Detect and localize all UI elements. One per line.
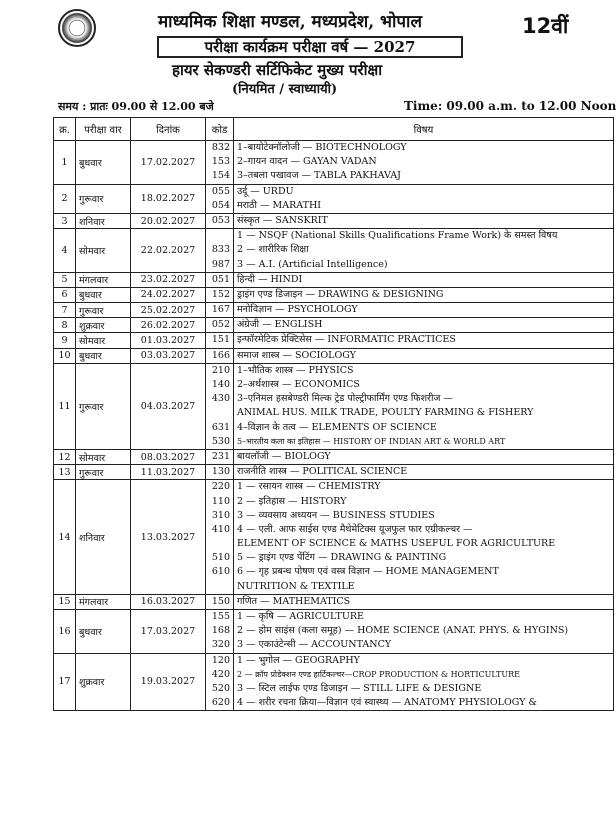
subject-list [234,318,614,333]
subject-list [234,287,614,302]
subject-codes [206,449,234,464]
exam-day: गुरूवार [76,303,131,318]
serial-number: 13 [54,465,76,480]
subject-code: 167 [211,304,230,316]
subject-line: 2 — शारीरिक शिक्षा [237,244,309,256]
subject-line: संस्कृत — SANSKRIT [237,214,328,226]
table-row [54,610,614,654]
time-english: Time: 09.00 a.m. to 12.00 Noon [404,99,616,113]
exam-date: 11.03.2027 [131,465,206,480]
subject-codes [206,287,234,302]
exam-date: 24.02.2027 [131,287,206,302]
serial-number: 2 [54,184,76,213]
table-row [54,141,614,185]
board-name: माध्यमिक शिक्षा मण्डल, मध्यप्रदेश, भोपाल [158,12,422,32]
subject-line: अंग्रेजी — ENGLISH [237,319,323,331]
serial-number: 9 [54,333,76,348]
table-row [54,272,614,287]
subject-line: 2 — इतिहास — HISTORY [237,495,347,507]
subject-code: 987 [211,258,230,270]
subject-list [234,610,614,654]
subject-line: मनोविज्ञान — PSYCHOLOGY [237,304,358,316]
subject-line: NUTRITION & TEXTILE [237,580,355,592]
serial-number: 10 [54,348,76,363]
serial-number: 14 [54,480,76,595]
subject-codes [206,348,234,363]
subject-code: 054 [211,199,230,211]
subject-codes [206,213,234,228]
subject-list [234,213,614,228]
exam-date: 25.02.2027 [131,303,206,318]
time-hindi: समय : प्रातः 09.00 से 12.00 बजे [58,100,214,113]
exam-day: गुरूवार [76,184,131,213]
exam-date: 04.03.2027 [131,363,206,449]
subject-list [234,594,614,609]
subject-line: 2–अर्थशास्त्र — ECONOMICS [237,379,360,390]
exam-date: 16.03.2027 [131,594,206,609]
subject-code: 430 [211,393,230,405]
subject-line: 5–भारतीय कला का इतिहास — HISTORY OF INDIAN ART & WORLD ART [237,436,506,446]
table-row [54,333,614,348]
subject-code: 151 [211,334,230,346]
serial-number: 17 [54,653,76,711]
subject-line: इन्फॉरमेटिक प्रेक्टिसेस — INFORMATIC PRACTICES [237,334,456,346]
subject-list [234,348,614,363]
subject-code [209,406,230,420]
subject-list [234,141,614,185]
subject-line: मराठी — MARATHI [237,199,322,211]
subject-codes [206,480,234,595]
subject-list [234,480,614,595]
table-row [54,213,614,228]
exam-day: बुधवार [76,141,131,185]
subject-code: 610 [211,566,230,578]
subject-codes [206,303,234,318]
subject-code [209,580,230,594]
subject-line: 2 — क्रॉप प्रोडेक्शन एण्ड हार्टिकल्चर—CROP PRODUCTION & HORTICULTURE [237,669,520,679]
subject-line: बायलॉजी — BIOLOGY [237,450,331,462]
table-row [54,653,614,711]
subject-code [209,537,230,551]
subject-code: 420 [211,668,230,680]
subject-code: 231 [211,450,230,462]
subject-code: 053 [211,214,230,226]
subject-codes [206,229,234,273]
subject-codes [206,610,234,654]
subject-list [234,363,614,449]
exam-date: 20.02.2027 [131,213,206,228]
exam-day: मंगलवार [76,594,131,609]
exam-type: (नियमित / स्वाध्यायी) [232,82,338,97]
exam-date: 17.02.2027 [131,141,206,185]
subject-line: 2 — होम साइंस (कला समूह) — HOME SCIENCE (ANAT. PHYS. & HYGINS) [237,625,569,637]
subject-list [234,449,614,464]
exam-date: 19.03.2027 [131,653,206,711]
subject-code: 530 [211,435,230,447]
subject-line: 1 — NSQF (National Skills Qualifications Frame Work) के समस्त विषय [237,230,558,242]
exam-name: हायर सेकण्डरी सर्टिफिकेट मुख्य परीक्षा [172,61,383,79]
subject-line: 3 — एकाउंटेन्सी — ACCOUNTANCY [237,639,392,651]
subject-codes [206,333,234,348]
column-header: दिनांक [131,118,206,141]
subject-line: राजनीति शास्त्र — POLITICAL SCIENCE [237,466,408,478]
subject-list [234,184,614,213]
serial-number: 6 [54,287,76,302]
table-row [54,318,614,333]
subject-code: 055 [211,185,230,197]
serial-number: 7 [54,303,76,318]
subject-list [234,333,614,348]
subject-codes [206,184,234,213]
subject-line: 4–विज्ञान के तत्व — ELEMENTS OF SCIENCE [237,421,437,433]
subject-line: 1 — रसायन शास्त्र — CHEMISTRY [237,481,381,493]
subject-list [234,303,614,318]
exam-day: गुरूवार [76,363,131,449]
exam-day: गुरूवार [76,465,131,480]
exam-day: सोमवार [76,229,131,273]
exam-day: शनिवार [76,213,131,228]
subject-line: ANIMAL HUS. MILK TRADE, POULTY FARMING & FISHERY [237,407,534,419]
subject-line: 3–तबला पखावज — TABLA PAKHAVAJ [237,170,401,182]
subject-line: हिन्दी — HINDI [237,273,303,285]
subject-line: 3 — व्यवसाय अध्ययन — BUSINESS STUDIES [237,509,435,521]
subject-list [234,272,614,287]
subject-code: 510 [211,552,230,564]
subject-line: 6 — गृह प्रबन्ध पोषण एवं वस्त्र विज्ञान — HOME MANAGEMENT [237,566,499,578]
subject-line: 5 — ड्राइंग एण्ड पेंटिंग — DRAWING & PAINTING [237,552,447,564]
subject-codes [206,272,234,287]
table-row [54,363,614,449]
exam-day: शुक्रवार [76,653,131,711]
exam-date: 08.03.2027 [131,449,206,464]
column-header: कोड [206,118,234,141]
subject-line: 3 — स्टिल लाईफ एण्ड डिजाइन — STILL LIFE & DESIGNE [237,682,482,694]
table-row [54,449,614,464]
serial-number: 15 [54,594,76,609]
exam-day: सोमवार [76,449,131,464]
subject-codes [206,141,234,185]
table-row [54,465,614,480]
subject-line: ELEMENT OF SCIENCE & MATHS USEFUL FOR AGRICULTURE [237,538,556,550]
subject-code: 520 [211,682,230,694]
exam-day: शनिवार [76,480,131,595]
subject-code: 110 [211,495,230,507]
subject-line: 4 — एली. आफ साईस एण्ड मैथेमेटिक्स यूजफुल फार एग्रीकल्चर — [237,523,473,535]
subject-codes [206,318,234,333]
subject-code: 210 [211,364,230,376]
serial-number: 12 [54,449,76,464]
subject-code: 154 [211,170,230,182]
subject-code: 152 [211,288,230,300]
subject-line: समाज शास्त्र — SOCIOLOGY [237,349,356,361]
subject-line: 1–बायोटेक्नॉलोजी — BIOTECHNOLOGY [237,142,407,153]
subject-code: 631 [211,421,230,433]
subject-line: गणित — MATHEMATICS [237,595,351,607]
serial-number: 4 [54,229,76,273]
subject-list [234,653,614,711]
exam-date: 22.02.2027 [131,229,206,273]
subject-line: उर्दू — URDU [237,185,294,197]
subject-code: 120 [211,654,230,666]
table-row [54,480,614,595]
subject-line: ड्राइंग एण्ड डिजाइन — DRAWING & DESIGNING [237,288,444,300]
exam-date: 17.03.2027 [131,610,206,654]
subject-code: 320 [211,639,230,651]
subject-line: 3–एनिमल हसबेण्डरी मिल्क ट्रेड पोल्ट्रीफार्मिंग एण्ड फिशरीज — [237,393,453,405]
column-header: विषय [234,118,614,141]
table-row [54,184,614,213]
exam-date: 26.02.2027 [131,318,206,333]
subject-code: 833 [211,244,230,256]
subject-code: 220 [211,481,230,493]
column-header: परीक्षा वार [76,118,131,141]
schedule-body [54,141,614,711]
subject-code: 150 [211,595,230,607]
exam-day: बुधवार [76,610,131,654]
subject-code: 168 [211,625,230,637]
subject-code: 832 [211,142,230,153]
exam-day: मंगलवार [76,272,131,287]
subject-line: 4 — शरीर रचना क्रिया—विज्ञान एवं स्वास्थ्य — ANATOMY PHYSIOLOGY & [237,697,537,709]
subject-list [234,465,614,480]
subject-list [234,229,614,273]
grade-label: 12वीं [522,14,569,38]
subject-code: 052 [211,319,230,331]
exam-date: 18.02.2027 [131,184,206,213]
exam-date: 03.03.2027 [131,348,206,363]
serial-number: 1 [54,141,76,185]
subject-line: 1–भौतिक शास्त्र — PHYSICS [237,364,354,376]
subject-line: 2–गायन वादन — GAYAN VADAN [237,156,377,168]
table-row [54,229,614,273]
table-row [54,303,614,318]
subject-code: 140 [211,379,230,390]
subject-code: 155 [211,611,230,622]
board-logo-icon [58,9,96,47]
subject-code: 051 [211,273,230,285]
serial-number: 11 [54,363,76,449]
exam-day: बुधवार [76,348,131,363]
exam-title: परीक्षा कार्यक्रम परीक्षा वर्ष — 2027 [157,36,463,58]
subject-code: 410 [211,523,230,535]
subject-codes [206,363,234,449]
column-header: क्र. [54,118,76,141]
serial-number: 8 [54,318,76,333]
subject-code: 620 [211,697,230,709]
subject-code: 166 [211,349,230,361]
table-row [54,348,614,363]
schedule-table [53,117,614,711]
subject-line: 1 — भुगोल — GEOGRAPHY [237,654,360,666]
subject-codes [206,594,234,609]
subject-line: 1 — कृषि — AGRICULTURE [237,611,364,622]
exam-date: 23.02.2027 [131,272,206,287]
subject-code: 130 [211,466,230,478]
exam-day: बुधवार [76,287,131,302]
serial-number: 16 [54,610,76,654]
subject-code: 153 [211,156,230,168]
subject-line: 3 — A.I. (Artificial Intelligence) [237,258,388,270]
subject-codes [206,465,234,480]
exam-date: 13.03.2027 [131,480,206,595]
subject-code [209,229,230,243]
exam-date: 01.03.2027 [131,333,206,348]
exam-day: सोमवार [76,333,131,348]
serial-number: 5 [54,272,76,287]
exam-day: शुक्रवार [76,318,131,333]
table-row [54,594,614,609]
table-header-row [54,118,614,141]
serial-number: 3 [54,213,76,228]
table-row [54,287,614,302]
subject-code: 310 [211,509,230,521]
subject-codes [206,653,234,711]
